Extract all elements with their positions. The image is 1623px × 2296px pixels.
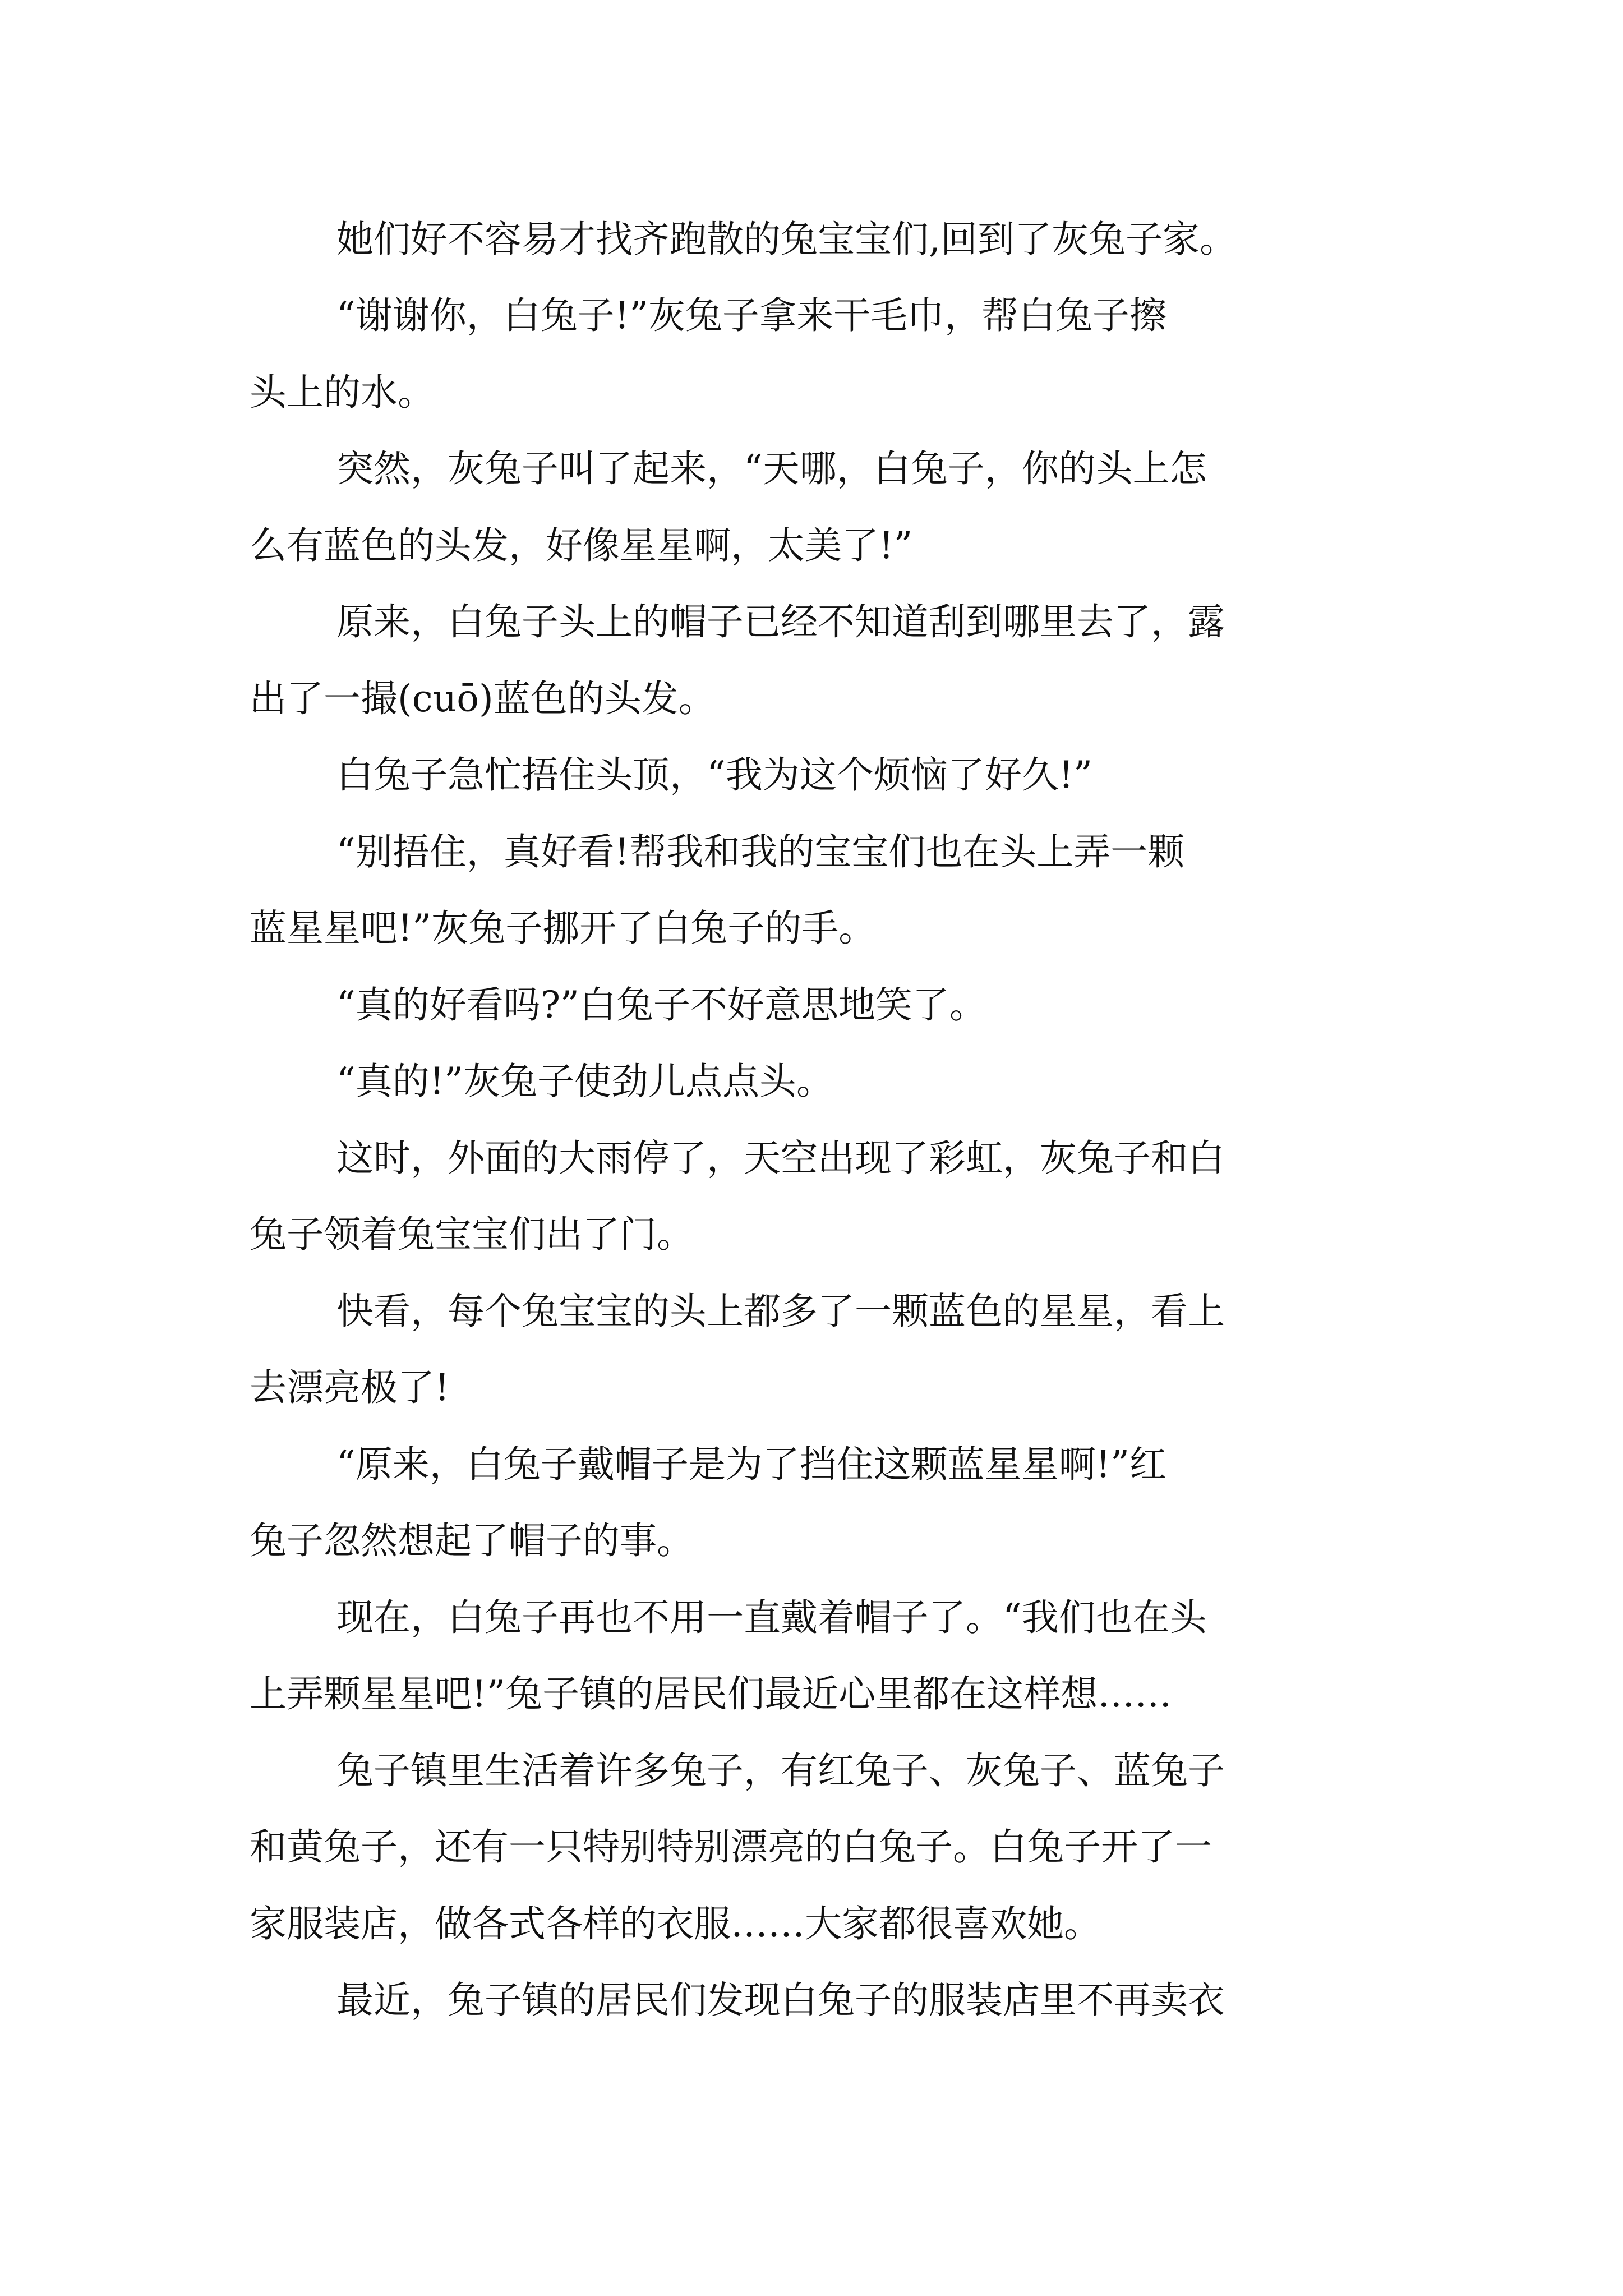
text-line: 兔子领着兔宝宝们出了门。 — [250, 1213, 694, 1256]
text-line: 去漂亮极了! — [250, 1366, 450, 1409]
text-line: 上弄颗星星吧!”兔子镇的居民们最近心里都在这样想…… — [250, 1672, 1172, 1715]
text-line: 蓝星星吧!”灰兔子挪开了白兔子的手。 — [250, 907, 876, 950]
text-line: “别捂住，真好看!帮我和我的宝宝们也在头上弄一颗 — [336, 830, 1185, 873]
text-line: 兔子镇里生活着许多兔子，有红兔子、灰兔子、蓝兔子 — [336, 1749, 1225, 1792]
text-line: 白兔子急忙捂住头顶，“我为这个烦恼了好久!” — [336, 753, 1093, 797]
text-line: 现在，白兔子再也不用一直戴着帽子了。“我们也在头 — [336, 1596, 1207, 1639]
text-line: 兔子忽然想起了帽子的事。 — [250, 1519, 694, 1562]
text-line: 出了一撮(cuō)蓝色的头发。 — [250, 677, 716, 720]
text-line: 这时，外面的大雨停了，天空出现了彩虹，灰兔子和白 — [336, 1137, 1225, 1180]
text-line: 么有蓝色的头发，好像星星啊，太美了!” — [250, 524, 913, 567]
text-line: 她们好不容易才找齐跑散的兔宝宝们,回到了灰兔子家。 — [336, 218, 1237, 261]
text-line: “谢谢你，白兔子!”灰兔子拿来干毛巾，帮白兔子擦 — [336, 294, 1167, 337]
text-line: 头上的水。 — [250, 371, 435, 414]
text-line: 突然，灰兔子叫了起来，“天哪，白兔子，你的头上怎 — [336, 447, 1207, 490]
text-line: 快看，每个兔宝宝的头上都多了一颗蓝色的星星，看上 — [336, 1290, 1225, 1333]
text-line: 和黄兔子，还有一只特别特别漂亮的白兔子。白兔子开了一 — [250, 1825, 1212, 1869]
text-line: “真的!”灰兔子使劲儿点点头。 — [336, 1060, 834, 1103]
text-line: “原来，白兔子戴帽子是为了挡住这颗蓝星星啊!”红 — [336, 1443, 1167, 1486]
text-line: “真的好看吗?”白兔子不好意思地笑了。 — [336, 983, 986, 1027]
text-line: 家服装店，做各式各样的衣服……大家都很喜欢她。 — [250, 1902, 1101, 1945]
text-line: 最近，兔子镇的居民们发现白兔子的服装店里不再卖衣 — [336, 1978, 1225, 2022]
text-line: 原来，白兔子头上的帽子已经不知道刮到哪里去了，露 — [336, 600, 1225, 643]
